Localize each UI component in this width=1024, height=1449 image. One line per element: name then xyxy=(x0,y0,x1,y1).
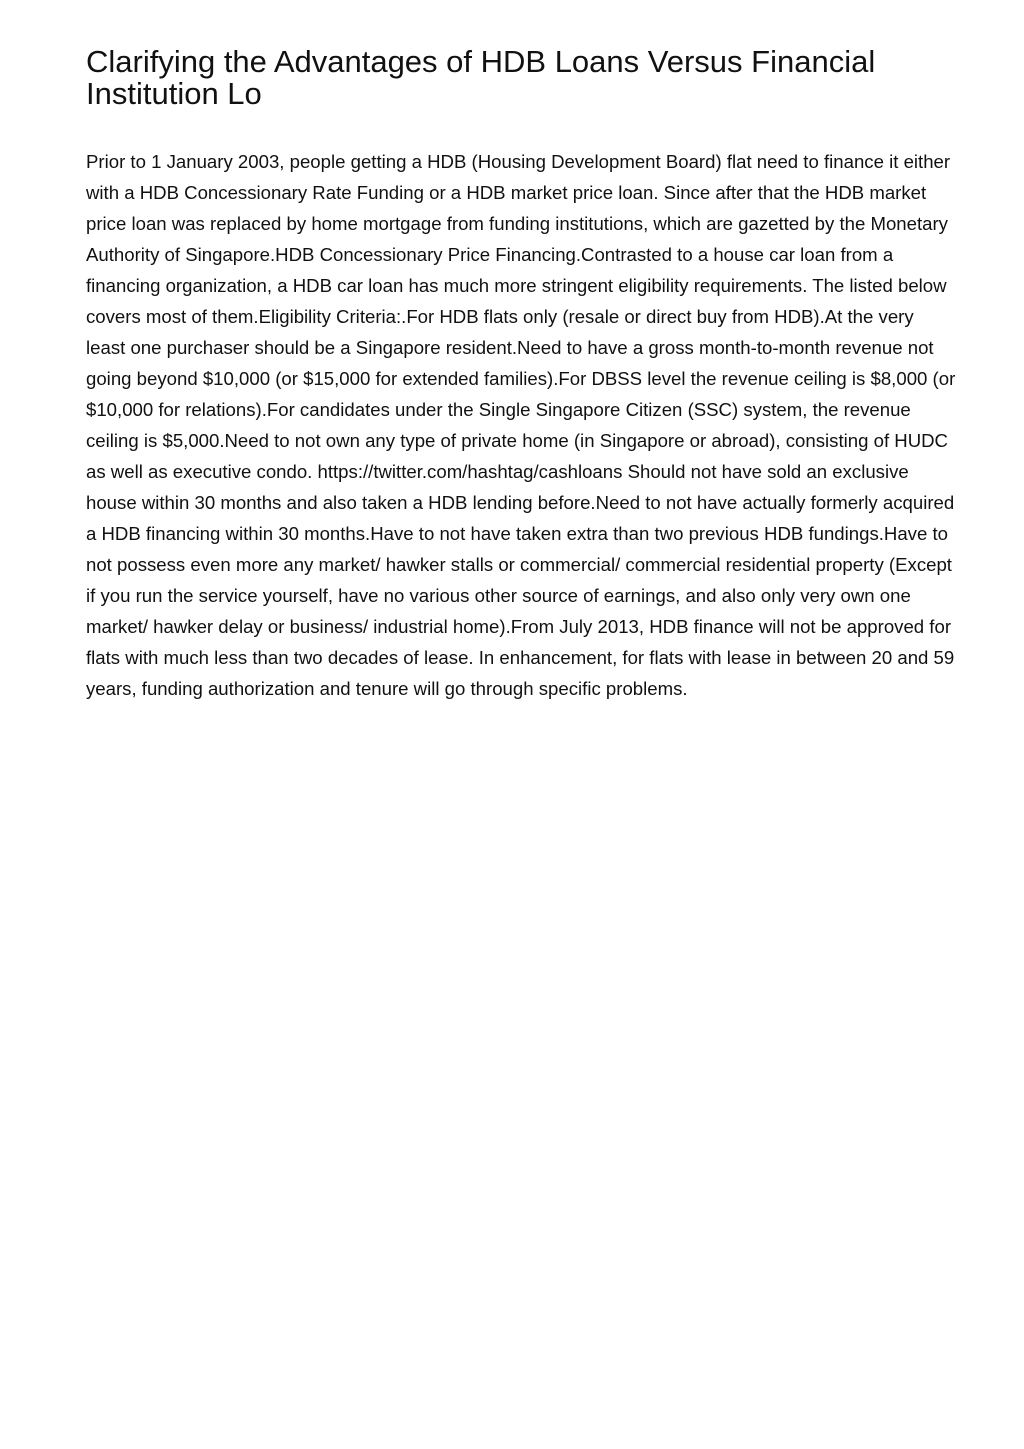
body-paragraph: Prior to 1 January 2003, people getting a HDB (Housing Development Board) flat need to finance it either with a HDB Concessionary Rate Funding or a HDB market price loan. Since after that the HDB market price loan was replaced by home mortgage from funding institutions, which are gazetted by the Monetary Authority of Singapore.HDB Concessionary Price Financing.Contrasted to a house car loan from a financing organization, a HDB car loan has much more stringent eligibility requirements. The listed below covers most of them.Eligibility Criteria:.For HDB flats only (resale or direct buy from HDB).At the very least one purchaser should be a Singapore resident.Need to have a gross month-to-month revenue not going beyond $10,000 (or $15,000 for extended families).For DBSS level the revenue ceiling is $8,000 (or $10,000 for relations).For candidates under the Single Singapore Citizen (SSC) system, the revenue ceiling is $5,000.Need to not own any type of private home (in Singapore or abroad), consisting of HUDC as well as executive condo. https://twitter.com/hashtag/cashloans Should not have sold an exclusive house within 30 months and also taken a HDB lending before.Need to not have actually formerly acquired a HDB financing within 30 months.Have to not have taken extra than two previous HDB fundings.Have to not possess even more any market/ hawker stalls or commercial/ commercial residential property (Except if you run the service yourself, have no various other source of earnings, and also only very own one market/ hawker delay or business/ industrial home).From July 2013, HDB finance will not be approved for flats with much less than two decades of lease. In enhancement, for flats with lease in between 20 and 59 years, funding authorization and tenure will go through specific problems. xyxy=(86,151,956,699)
page-title: Clarifying the Advantages of HDB Loans Versus Financial Institution Lo xyxy=(86,44,876,111)
